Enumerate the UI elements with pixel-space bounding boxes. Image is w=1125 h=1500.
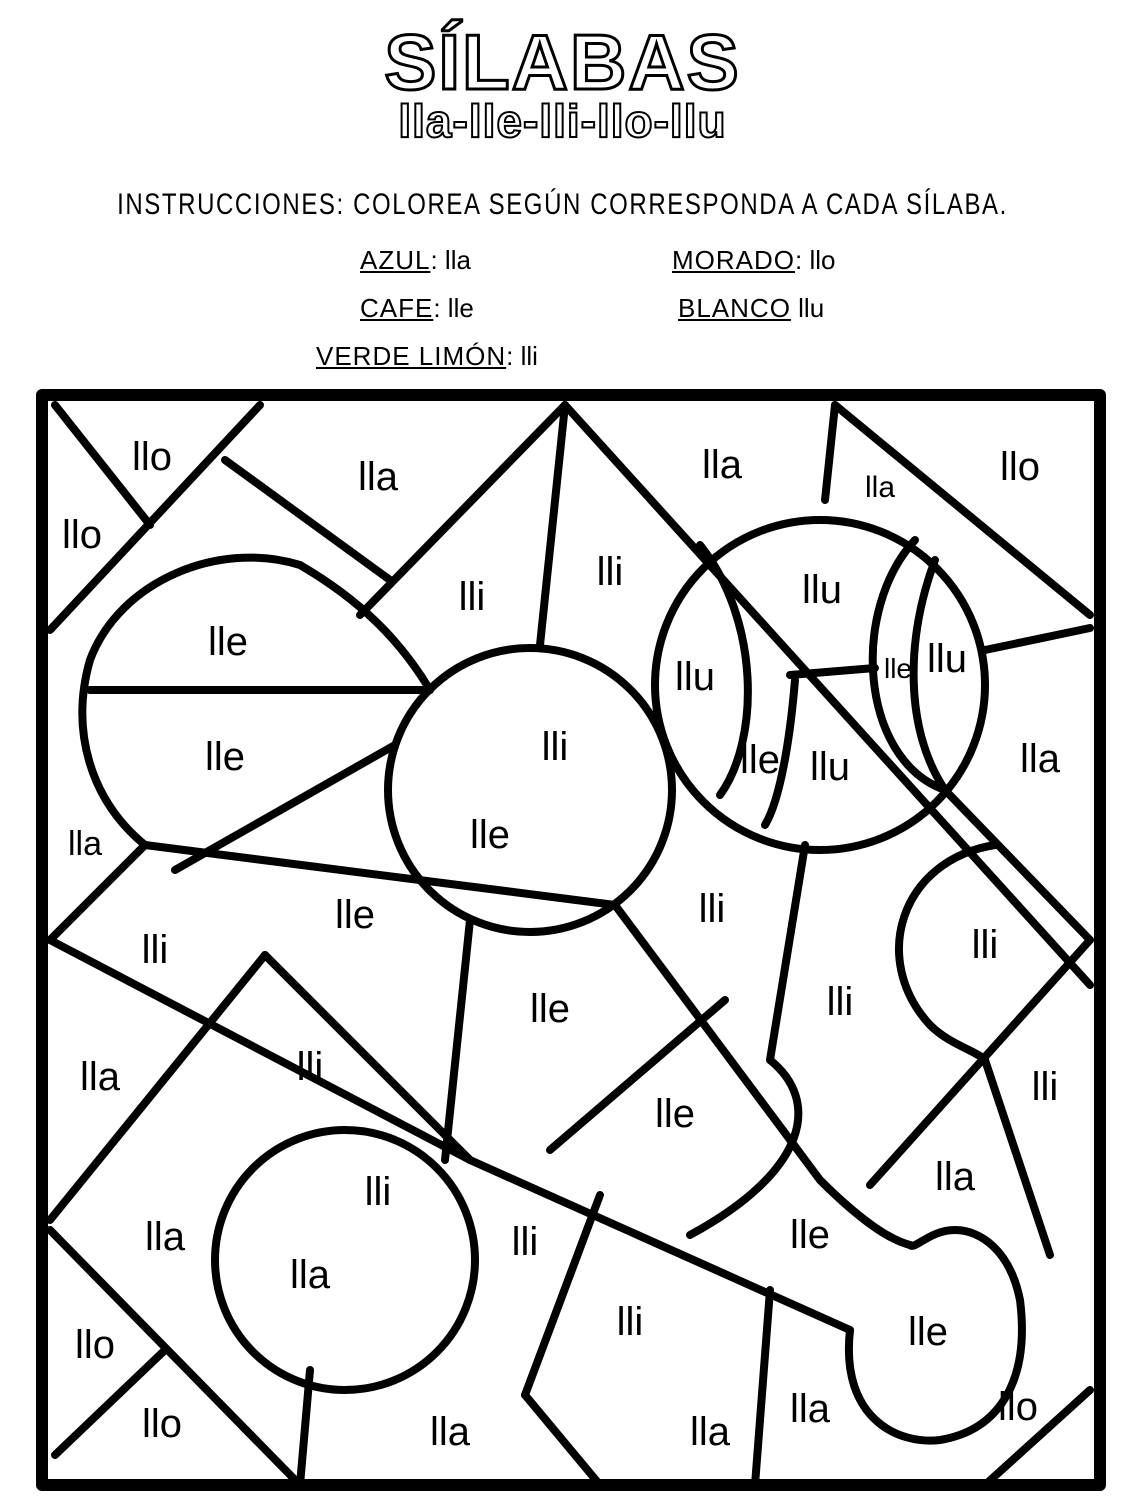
legend-syllable: llu: [790, 293, 825, 323]
legend-color-label: BLANCO: [678, 293, 791, 323]
region-label: lli: [596, 550, 624, 594]
region-label: llo: [999, 445, 1041, 489]
region-label: llu: [926, 637, 968, 681]
region-label: lli: [698, 887, 726, 931]
region-label: llu: [801, 568, 843, 612]
legend-syllable: : lli: [506, 341, 538, 371]
region-label: llu: [674, 655, 716, 699]
region-label: lla: [701, 443, 743, 487]
region-label: lle: [469, 813, 511, 857]
region-label: lli: [458, 575, 486, 619]
region-label: lla: [934, 1155, 976, 1199]
region-label: lla: [689, 1410, 731, 1454]
region-label: lle: [529, 987, 571, 1031]
legend-syllable: : lle: [433, 293, 474, 323]
region-label: llo: [141, 1402, 183, 1446]
region-label: lli: [364, 1170, 392, 1214]
region-label: lla: [1019, 737, 1061, 781]
region-label: lla: [864, 471, 896, 504]
legend-color-label: MORADO: [672, 245, 795, 275]
region-label: lle: [789, 1213, 831, 1257]
instructions-text: INSTRUCCIONES: COLOREA SEGÚN CORRESPONDA A CADA SÍLABA.: [117, 188, 1008, 221]
legend-color-label: CAFE: [360, 293, 434, 323]
region-label: llo: [131, 435, 173, 479]
region-label: lli: [616, 1300, 644, 1344]
region-label: lla: [144, 1215, 186, 1259]
legend-color-label: VERDE LIMÓN: [316, 341, 507, 371]
worksheet-subtitle: lla-lle-lli-llo-llu: [398, 95, 727, 147]
region-label: lle: [907, 1310, 949, 1354]
region-label: lla: [429, 1410, 471, 1454]
region-label: lle: [334, 893, 376, 937]
region-label: lla: [789, 1387, 831, 1431]
region-label: lle: [883, 653, 913, 684]
region-label: lli: [541, 725, 569, 769]
legend-color-label: AZUL: [360, 245, 431, 275]
region-label: llo: [997, 1385, 1039, 1429]
worksheet-title: SÍLABAS: [384, 18, 741, 106]
region-label: lla: [67, 825, 103, 863]
region-label: lli: [971, 923, 999, 967]
region-label: lla: [289, 1253, 331, 1297]
region-label: lli: [826, 980, 854, 1024]
region-label: llo: [74, 1323, 116, 1367]
region-label: lle: [739, 738, 781, 782]
region-label: lle: [207, 620, 249, 664]
region-label: llu: [809, 745, 851, 789]
region-label: llo: [61, 513, 103, 557]
region-label: lli: [1031, 1065, 1059, 1109]
region-label: lli: [511, 1220, 539, 1264]
region-label: lle: [654, 1092, 696, 1136]
region-label: lla: [79, 1055, 121, 1099]
legend-syllable: : lla: [430, 245, 471, 275]
legend-syllable: : llo: [795, 245, 836, 275]
region-label: lli: [141, 928, 169, 972]
region-label: lle: [204, 735, 246, 779]
region-label: lli: [296, 1045, 324, 1089]
region-label: lla: [357, 455, 399, 499]
